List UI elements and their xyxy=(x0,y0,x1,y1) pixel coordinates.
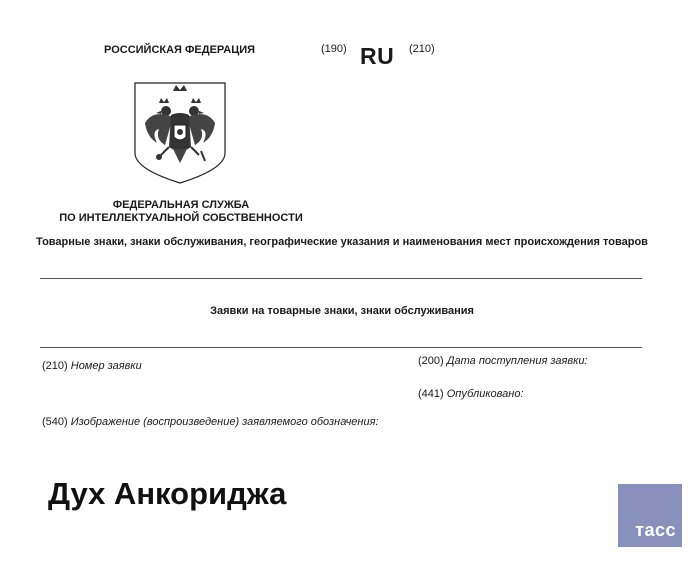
field-code: (540) xyxy=(42,416,68,428)
inid-code-210-header: (210) xyxy=(409,43,435,55)
field-published xyxy=(418,388,524,400)
field-label: Дата поступления заявки: xyxy=(446,355,588,367)
section-title: Товарные знаки, знаки обслуживания, географические указания и наименования мест происхождения товаров xyxy=(36,236,648,248)
field-application-number xyxy=(42,360,142,372)
field-code: (441) xyxy=(418,388,444,400)
divider-bottom xyxy=(40,347,642,348)
tass-logo-text: тасс xyxy=(635,520,676,540)
country-code: RU xyxy=(360,43,395,69)
field-label: Номер заявки xyxy=(70,360,142,372)
field-code: (200) xyxy=(418,355,444,367)
agency-name-line2: ПО ИНТЕЛЛЕКТУАЛЬНОЙ СОБСТВЕННОСТИ xyxy=(59,212,303,224)
field-image xyxy=(42,416,379,428)
tass-logo xyxy=(618,484,682,547)
divider-top xyxy=(40,278,642,279)
inid-code-190: (190) xyxy=(321,43,347,55)
double-headed-eagle-icon xyxy=(133,81,227,185)
field-code: (210) xyxy=(42,360,68,372)
field-filing-date xyxy=(418,355,588,367)
agency-name-line1: ФЕДЕРАЛЬНАЯ СЛУЖБА xyxy=(112,199,250,211)
trademark-text: Дух Анкориджа xyxy=(48,476,287,511)
country-name: РОССИЙСКАЯ ФЕДЕРАЦИЯ xyxy=(104,44,256,56)
field-label: Опубликовано: xyxy=(446,388,524,400)
subsection-title: Заявки на товарные знаки, знаки обслуживания xyxy=(210,305,474,317)
field-label: Изображение (воспроизведение) заявляемого обозначения: xyxy=(70,416,379,428)
coat-of-arms-emblem xyxy=(133,81,227,185)
